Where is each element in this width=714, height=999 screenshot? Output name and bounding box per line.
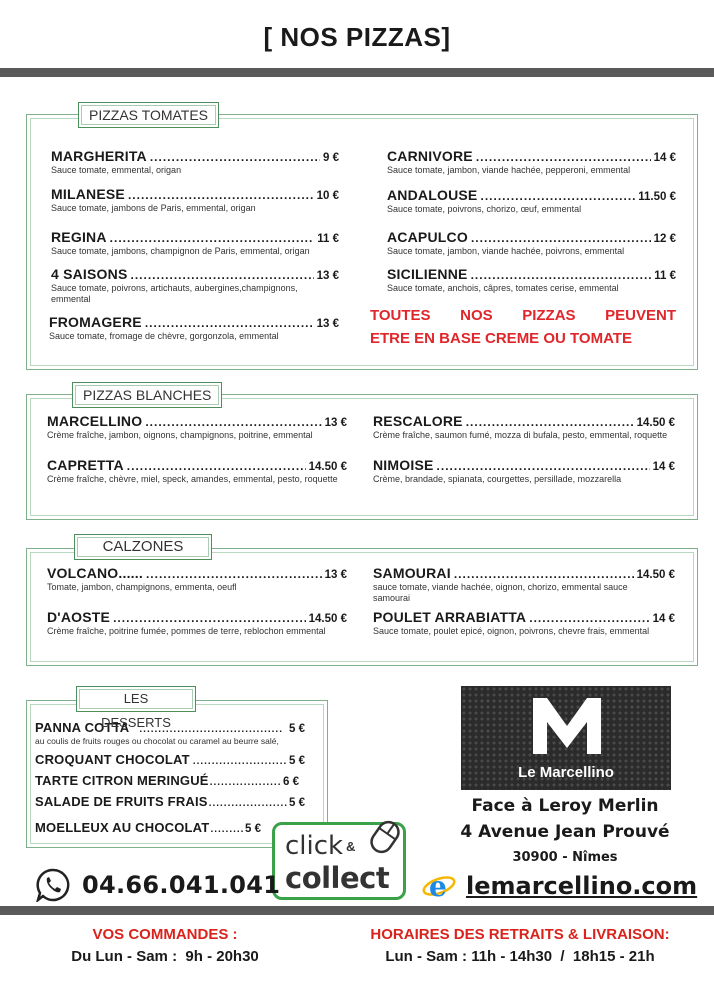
- dessert-item: PANNA COTTA ..... 5 € au coulis de fruits rouges ou chocolat ou caramel au beurre salé,: [35, 720, 305, 747]
- menu-item: CAPRETTA ..... 14.50 € Crème fraîche, chèvre, miel, speck, amandes, emmental, pesto, roquette: [47, 457, 347, 485]
- menu-item: MARGHERITA ..... 9 € Sauce tomate, emmental, origan: [51, 148, 339, 176]
- pickup-hours: Lun - Sam : 11h - 14h30 / 18h15 - 21h: [385, 948, 655, 965]
- dessert-item: SALADE DE FRUITS FRAIS ..... 5 €: [35, 794, 305, 809]
- website-url[interactable]: lemarcellino.com: [466, 872, 698, 900]
- menu-item: D'AOSTE ..... 14.50 € Crème fraîche, poitrine fumée, pommes de terre, reblochon emmental: [47, 609, 347, 637]
- menu-item: 4 SAISONS ..... 13 € Sauce tomate, poivrons, artichauts, aubergines,champignons, emmental: [51, 266, 339, 305]
- bottom-divider: [0, 906, 714, 915]
- menu-item: MARCELLINO ..... 13 € Crème fraîche, jambon, oignons, champignons, poitrine, emmental: [47, 413, 347, 441]
- top-divider: [0, 68, 714, 77]
- menu-item: SICILIENNE ..... 11 € Sauce tomate, anchois, câpres, tomates cerise, emmental: [387, 266, 676, 294]
- logo-name: Le Marcellino: [518, 764, 614, 781]
- orders-hours: Du Lun - Sam : 9h - 20h30: [71, 948, 259, 965]
- phone-contact[interactable]: [36, 868, 280, 902]
- pizzas-blanches-title: PIZZAS BLANCHES: [72, 382, 222, 408]
- menu-item: NIMOISE ..... 14 € Crème, brandade, spianata, courgettes, persillade, mozzarella: [373, 457, 675, 485]
- menu-item: FROMAGERE ..... 13 € Sauce tomate, fromage de chèvre, gorgonzola, emmental: [49, 314, 339, 342]
- menu-item: VOLCANO...... ..... 13 € Tomate, jambon, champignons, emmenta, oeufl: [47, 565, 347, 593]
- m-logo-icon: [531, 696, 603, 756]
- ampersand: &: [346, 839, 356, 854]
- dessert-item: TARTE CITRON MERINGUÉ ..... 6 €: [35, 773, 299, 788]
- page-title: [ NOS PIZZAS]: [263, 22, 451, 52]
- address-line-3: 30900 - Nîmes: [512, 850, 618, 865]
- address-line-2: 4 Avenue Jean Prouvé: [460, 822, 670, 842]
- internet-explorer-icon: [422, 870, 456, 902]
- dessert-item: CROQUANT CHOCOLAT ..... 5 €: [35, 752, 305, 767]
- orders-title: VOS COMMANDES :: [92, 926, 238, 943]
- click-word: click: [285, 831, 344, 861]
- svg-text:e: e: [429, 870, 447, 902]
- menu-item: MILANESE ..... 10 € Sauce tomate, jambons de Paris, emmental, origan: [51, 186, 339, 214]
- whatsapp-icon: [36, 868, 70, 902]
- desserts-title: LES DESSERTS: [76, 686, 196, 712]
- click-and-collect-badge: [272, 822, 406, 900]
- menu-item: REGINA ..... 11 € Sauce tomate, jambons, champignon de Paris, emmental, origan: [51, 229, 339, 257]
- phone-number[interactable]: 04.66.041.041: [82, 871, 281, 899]
- base-note: TOUTES NOS PIZZAS PEUVENT ETRE EN BASE CREME OU TOMATE: [370, 307, 676, 347]
- menu-item: CARNIVORE ..... 14 € Sauce tomate, jambon, viande hachée, pepperoni, emmental: [387, 148, 676, 176]
- menu-item: RESCALORE ..... 14.50 € Crème fraîche, saumon fumé, mozza di bufala, pesto, emmental, roquette: [373, 413, 675, 441]
- menu-item: ACAPULCO ..... 12 € Sauce tomate, jambon, viande hachée, poivrons, emmental: [387, 229, 676, 257]
- menu-item: ANDALOUSE ..... 11.50 € Sauce tomate, poivrons, chorizo, œuf, emmental: [387, 187, 676, 215]
- pizzas-tomates-title: PIZZAS TOMATES: [78, 102, 219, 128]
- restaurant-logo: [461, 686, 671, 790]
- pickup-title: HORAIRES DES RETRAITS & LIVRAISON:: [370, 926, 670, 943]
- menu-item: SAMOURAI ..... 14.50 € sauce tomate, viande hachée, oignon, chorizo, emmental sauce samourai: [373, 565, 675, 604]
- dessert-item: MOELLEUX AU CHOCOLAT ..... 5 €: [35, 820, 261, 835]
- menu-item: POULET ARRABIATTA ..... 14 € Sauce tomate, poulet epicé, oignon, poivrons, chevre frais, emmental: [373, 609, 675, 637]
- mouse-icon: [363, 817, 407, 857]
- address-line-1: Face à Leroy Merlin: [471, 796, 659, 816]
- website-link[interactable]: [422, 870, 697, 902]
- collect-word: collect: [285, 861, 390, 895]
- calzones-title: CALZONES: [74, 534, 212, 560]
